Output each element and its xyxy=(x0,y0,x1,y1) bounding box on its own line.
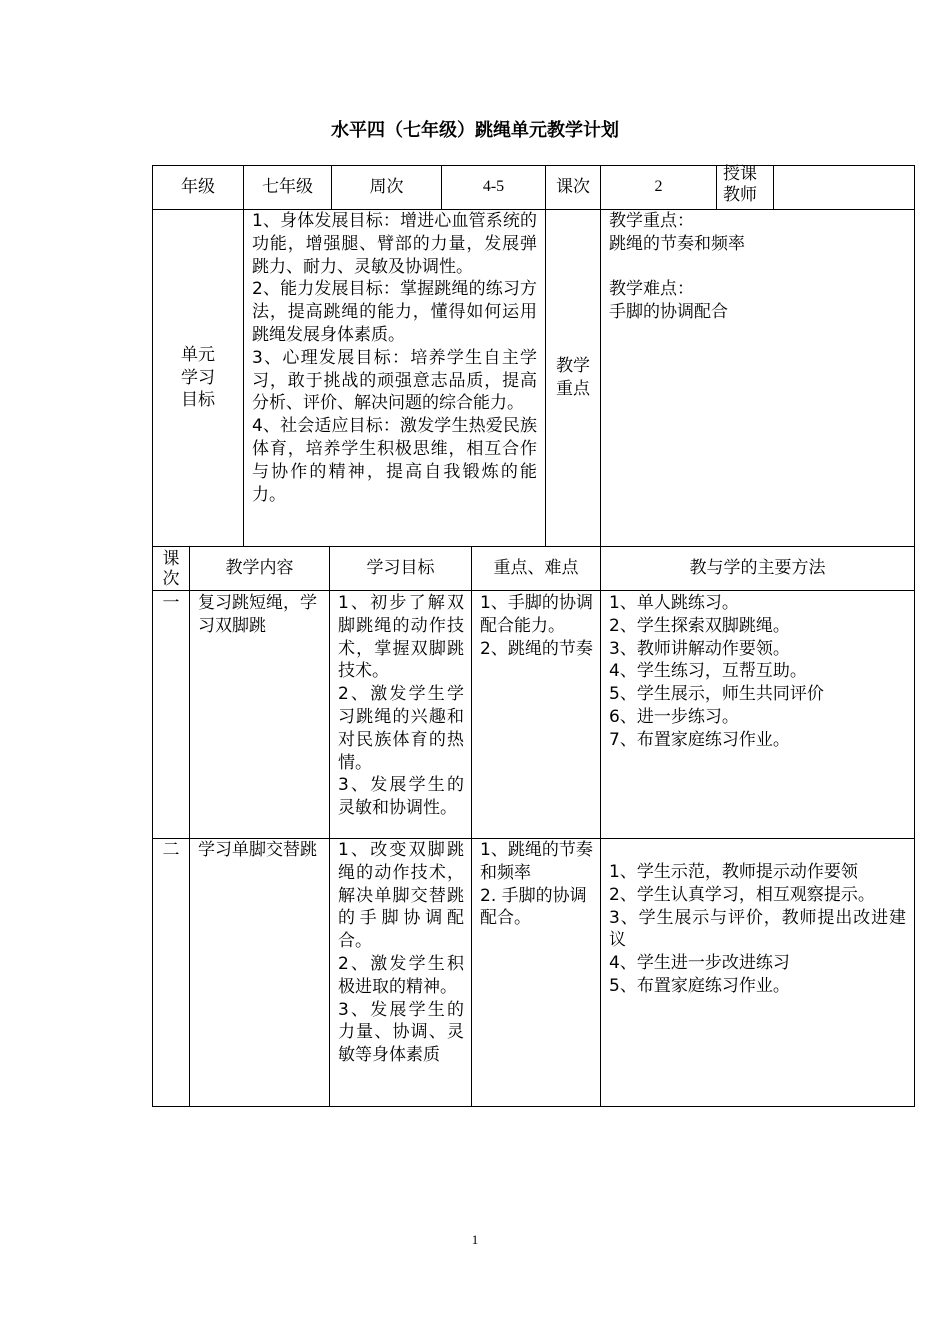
lesson-2-goals xyxy=(330,839,471,1067)
method-item: 6、进一步练习。 xyxy=(609,706,739,727)
goal-item: 1、改变双脚跳绳的动作技术，解决单脚交替跳的手脚协调配合。 xyxy=(338,840,464,952)
teacher-value xyxy=(774,166,914,209)
teaching-key-content xyxy=(601,210,914,546)
method-item: 5、布置家庭练习作业。 xyxy=(609,975,790,996)
page-number: 1 xyxy=(471,1232,479,1247)
method-item: 5、学生展示，师生共同评价 xyxy=(609,684,824,705)
method-item: 4、学生进一步改进练习 xyxy=(609,953,790,974)
lesson-1-methods xyxy=(601,592,914,752)
difficulty: 手脚的协调配合 xyxy=(609,302,728,323)
header-methods: 教与学的主要方法 xyxy=(689,558,826,579)
lesson-1-content: 复习跳短绳，学习双脚跳 xyxy=(198,593,317,636)
page-title: 水平四（七年级）跳绳单元教学计划 xyxy=(331,120,619,141)
goal-item: 1、初步了解双脚跳绳的动作技术，掌握双脚跳技术。 xyxy=(338,593,464,682)
lessons-label: 课次 xyxy=(556,177,590,198)
header-content: 教学内容 xyxy=(225,558,294,579)
lesson-2-keys xyxy=(472,839,600,930)
key-points-title: 教学重点： xyxy=(609,211,694,231)
method-item: 1、单人跳练习。 xyxy=(609,593,739,613)
lesson-1-goals xyxy=(330,592,471,820)
goal-item: 3、发展学生的力量、协调、灵敏等身体素质 xyxy=(338,999,464,1066)
header-lesson-num: 课 次 xyxy=(162,548,180,589)
unit-goal-item: 2、能力发展目标：掌握跳绳的练习方法，提高跳绳的能力，懂得如何运用跳绳发展身体素质。 xyxy=(252,279,537,345)
method-item: 2、学生探索双脚跳绳。 xyxy=(609,615,790,636)
grade-label: 年级 xyxy=(181,177,215,198)
unit-goal-item: 3、心理发展目标：培养学生自主学习，敢于挑战的顽强意志品质，提高分析、评价、解决问题的综合能力。 xyxy=(252,347,537,414)
method-item: 3、教师讲解动作要领。 xyxy=(609,638,790,659)
grade-value: 七年级 xyxy=(262,177,313,198)
lesson-1-keys xyxy=(472,592,600,660)
key-item: 2、跳绳的节奏 xyxy=(480,638,593,659)
goal-item: 2、激发学生积极进取的精神。 xyxy=(338,953,464,997)
difficulty-title: 教学难点： xyxy=(609,279,694,300)
goal-item: 3、发展学生的灵敏和协调性。 xyxy=(338,775,464,819)
header-keys: 重点、难点 xyxy=(493,558,579,579)
lesson-2-methods xyxy=(601,861,914,998)
lesson-2-num: 二 xyxy=(162,840,180,860)
method-item: 3、学生展示与评价，教师提出改进建议 xyxy=(609,907,906,951)
key-item: 2. 手脚的协调配合。 xyxy=(480,885,587,929)
key-item: 1、跳绳的节奏和频率 xyxy=(480,840,593,883)
week-label: 周次 xyxy=(369,177,404,198)
teacher-label: 授课 教师 xyxy=(723,164,757,205)
unit-goal-item: 1、身体发展目标：增进心血管系统的功能，增强腿、臂部的力量，发展弹跳力、耐力、灵敏及协调性。 xyxy=(252,211,537,277)
key-item: 1、手脚的协调配合能力。 xyxy=(480,593,593,636)
unit-goal-item: 4、社会适应目标：激发学生热爱民族体育，培养学生积极思维，相互合作与协作的精神，提高自我锻炼的能力。 xyxy=(252,416,537,505)
unit-goal-label: 单元 学习 目标 xyxy=(181,344,215,411)
method-item: 2、学生认真学习，相互观察提示。 xyxy=(609,884,875,905)
goal-item: 2、激发学生学习跳绳的兴趣和对民族体育的热情。 xyxy=(338,684,464,773)
lessons-value: 2 xyxy=(654,178,663,196)
lesson-2-content: 学习单脚交替跳 xyxy=(198,840,317,860)
method-item: 1、学生示范，教师提示动作要领 xyxy=(609,862,858,882)
method-item: 7、布置家庭练习作业。 xyxy=(609,729,790,750)
key-points: 跳绳的节奏和频率 xyxy=(609,233,745,254)
method-item: 4、学生练习，互帮互助。 xyxy=(609,661,807,682)
lesson-1-num: 一 xyxy=(162,593,180,613)
teaching-key-label: 教学 重点 xyxy=(556,356,590,399)
unit-goals-list xyxy=(244,210,545,546)
header-goals: 学习目标 xyxy=(366,558,435,579)
week-value: 4-5 xyxy=(482,178,505,196)
